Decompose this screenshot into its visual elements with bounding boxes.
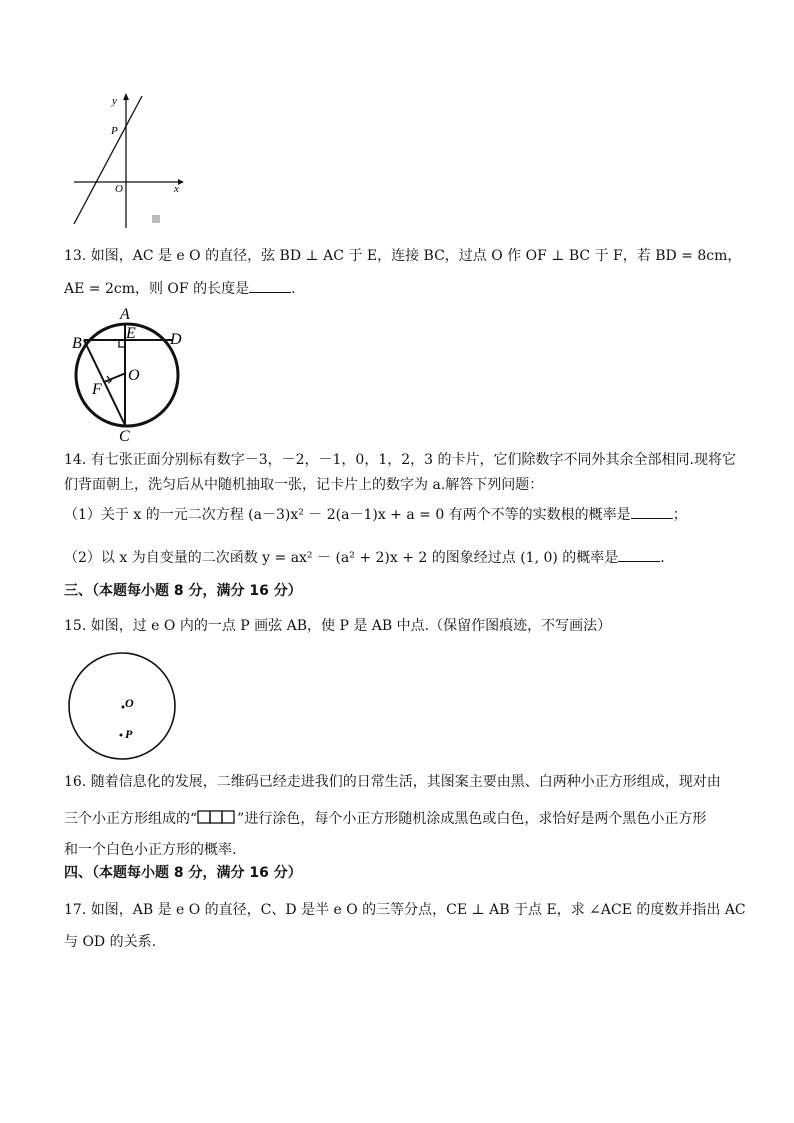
- q14-sub1: [64, 506, 687, 524]
- y-axis-label: y: [112, 95, 117, 107]
- x-axis-label: x: [174, 183, 179, 195]
- point-p-label: P: [111, 125, 118, 137]
- q14-line1: 14. 有七张正面分别标有数字－3，－2，－1，0，1，2，3 的卡片，它们除数字不同外其余全部相同.现将它: [64, 452, 736, 468]
- q14-sub2-end: .: [660, 550, 665, 566]
- q16-line1: 16. 随着信息化的发展，二维码已经走进我们的日常生活，其图案主要由黑、白两种小正方形组成，现对由: [64, 774, 721, 790]
- q17-line2: 与 OD 的关系.: [64, 934, 157, 950]
- label-f: F: [92, 381, 102, 398]
- q14-line2: 们背面朝上，洗匀后从中随机抽取一张，记卡片上的数字为 a.解答下列问题：: [64, 477, 544, 493]
- q13-answer-blank: [249, 280, 291, 293]
- q16-line2-end: ”进行涂色，每个小正方形随机涂成黑色或白色，求恰好是两个黑色小正方形: [237, 811, 707, 827]
- origin-label: O: [115, 183, 123, 195]
- label-b: B: [72, 335, 82, 352]
- section-4-heading: 四、（本题每小题 8 分，满分 16 分）: [64, 865, 302, 881]
- label-d: D: [170, 331, 182, 348]
- q13-line1: 13. 如图，AC 是 e O 的直径，弦 BD ⊥ AC 于 E，连接 BC，过点 O 作 OF ⊥ BC 于 F，若 BD = 8cm，: [64, 248, 742, 264]
- q17-line1: 17. 如图，AB 是 e O 的直径，C、D 是半 e O 的三等分点，CE ⊥ AB 于点 E，求 ∠ACE 的度数并指出 AC: [64, 902, 746, 918]
- label-o: O: [125, 696, 134, 710]
- q14-sub1-blank: [631, 506, 673, 519]
- q14-sub2-text: （2）以 x 为自变量的二次函数 y = ax² － (a² + 2)x + 2 的图象经过点 (1, 0) 的概率是: [64, 550, 619, 566]
- circle-chord-figure: [64, 303, 194, 445]
- marker-square: [152, 215, 160, 223]
- q14-sub2: [64, 549, 665, 567]
- y-axis-arrow: [123, 93, 129, 100]
- q13-line2-text: AE = 2cm，则 OF 的长度是: [64, 281, 250, 297]
- q16-line3: 和一个白色小正方形的概率.: [64, 842, 237, 858]
- q16-line2-text: 三个小正方形组成的“: [64, 811, 198, 827]
- q16-line2: [64, 810, 706, 828]
- label-o: O: [128, 367, 140, 384]
- section-3-heading: 三、（本题每小题 8 分，满分 16 分）: [64, 583, 302, 599]
- x-axis-arrow: [178, 179, 184, 185]
- q14-sub2-blank: [618, 549, 660, 562]
- q13-line2: [64, 280, 296, 298]
- point-p: [120, 734, 123, 737]
- q14-sub1-end: ；: [672, 507, 687, 523]
- segment-of: [104, 373, 126, 382]
- label-c: C: [119, 428, 130, 445]
- graph-line: [74, 96, 142, 224]
- label-p: P: [125, 727, 133, 741]
- line-graph-figure: [66, 88, 196, 233]
- q14-sub1-text: （1）关于 x 的一元二次方程 (a－3)x² － 2(a－1)x + a = 0 有两个不等的实数根的概率是: [64, 507, 631, 523]
- q13-line2-end: .: [291, 281, 296, 297]
- label-e: E: [126, 325, 136, 342]
- q15-line1: 15. 如图，过 e O 内的一点 P 画弦 AB，使 P 是 AB 中点.（保留作图痕迹，不写画法）: [64, 618, 612, 634]
- label-a: A: [120, 306, 130, 323]
- circle-point-figure: [66, 652, 182, 762]
- three-squares-icon: [197, 810, 237, 824]
